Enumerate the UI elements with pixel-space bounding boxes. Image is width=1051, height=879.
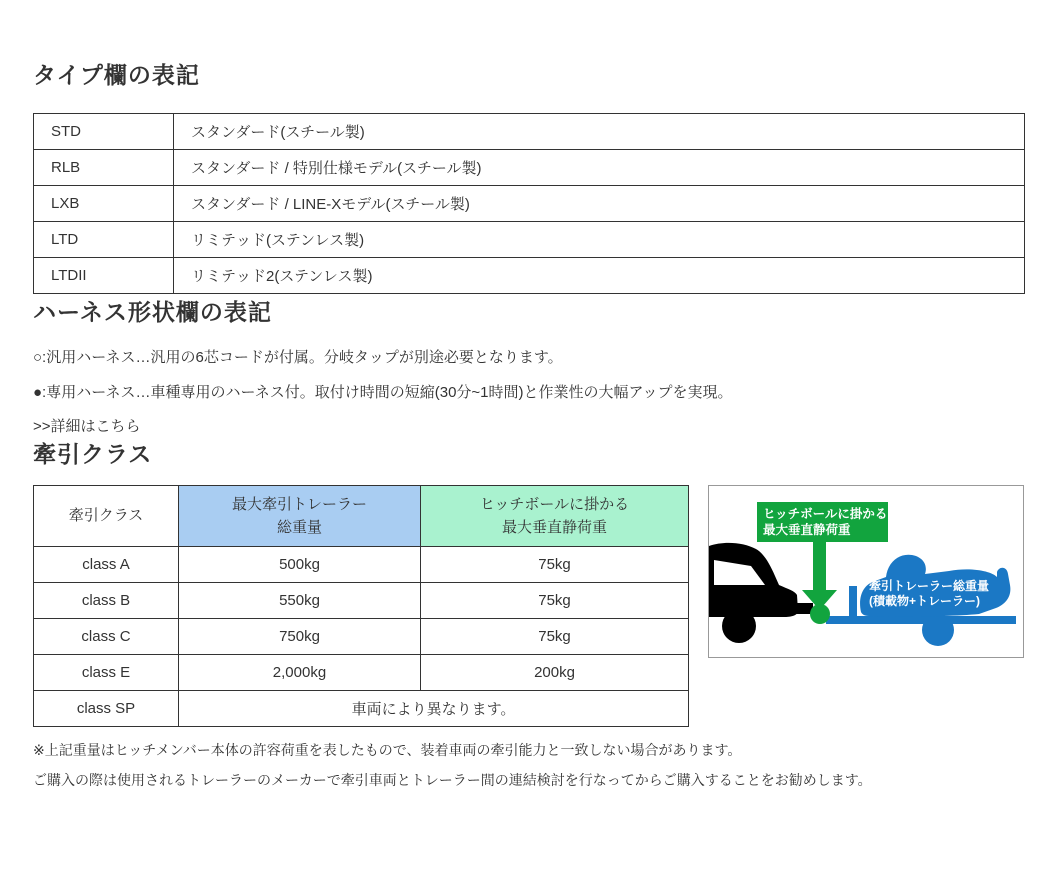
- table-row: [34, 655, 689, 691]
- type-code: LTD: [34, 222, 174, 258]
- class-name: class E: [34, 655, 179, 691]
- table-row: [34, 583, 689, 619]
- max-total-weight: 550kg: [179, 583, 421, 619]
- type-section-heading: タイプ欄の表記: [33, 62, 200, 88]
- table-row: [34, 258, 1025, 294]
- hitch-load-label-line1: ヒッチボールに掛かる: [763, 507, 888, 521]
- hitch-tongue: [785, 603, 813, 614]
- max-total-weight: 500kg: [179, 547, 421, 583]
- class-name: class A: [34, 547, 179, 583]
- table-row: [34, 619, 689, 655]
- header-line: 最大垂直静荷重: [501, 519, 607, 536]
- max-vertical-load: 75kg: [421, 619, 689, 655]
- max-total-weight: 2,000kg: [179, 655, 421, 691]
- class-name: class C: [34, 619, 179, 655]
- max-vertical-load: 75kg: [421, 583, 689, 619]
- col-header-towing-class: 牽引クラス: [34, 486, 179, 547]
- class-name: class B: [34, 583, 179, 619]
- towing-illustration: [708, 485, 1024, 658]
- class-name: class SP: [34, 691, 179, 727]
- type-code: LXB: [34, 186, 174, 222]
- harness-section-heading: ハーネス形状欄の表記: [33, 299, 272, 325]
- type-desc: スタンダード / 特別仕様モデル(スチール製): [174, 150, 1025, 186]
- trailer-post: [849, 586, 857, 618]
- table-row: [34, 150, 1025, 186]
- towing-class-table: [33, 485, 689, 727]
- sp-note: 車両により異なります。: [179, 691, 689, 727]
- col-header-max-trailer-weight: [179, 486, 421, 547]
- table-header-row: [34, 486, 689, 547]
- type-desc: スタンダード / LINE-Xモデル(スチール製): [174, 186, 1025, 222]
- header-line: 総重量: [276, 519, 322, 536]
- down-arrow-stem: [813, 542, 826, 591]
- towing-class-row: [33, 485, 1025, 727]
- table-row-sp: [34, 691, 689, 727]
- type-desc: スタンダード(スチール製): [174, 114, 1025, 150]
- hitch-load-label-line2: 最大垂直静荷重: [763, 523, 851, 537]
- type-code: RLB: [34, 150, 174, 186]
- harness-universal-line: ○:汎用ハーネス…汎用の6芯コードが付属。分岐タップが別途必要となります。: [33, 349, 563, 366]
- hitch-ball-icon: [810, 604, 830, 624]
- max-total-weight: 750kg: [179, 619, 421, 655]
- type-desc: リミテッド2(ステンレス製): [174, 258, 1025, 294]
- type-code: LTDII: [34, 258, 174, 294]
- trailer-weight-label-line2: (積載物+トレーラー): [869, 594, 981, 608]
- towing-section-heading: 牽引クラス: [33, 441, 153, 467]
- header-line: ヒッチボールに掛かる: [479, 495, 630, 513]
- type-desc: リミテッド(ステンレス製): [174, 222, 1025, 258]
- max-vertical-load: 75kg: [421, 547, 689, 583]
- detail-link[interactable]: >>詳細はこちら: [33, 418, 141, 435]
- note-line: ご購入の際は使用されるトレーラーのメーカーで牽引車両とトレーラー間の連結検討を行なってからご購入することをお勧めします。: [33, 772, 872, 788]
- car-wheel-icon: [722, 609, 756, 643]
- trailer-weight-label-line1: 牽引トレーラー総重量: [869, 579, 990, 593]
- harness-dedicated-line: ●:専用ハーネス…車種専用のハーネス付。取付け時間の短縮(30分~1時間)と作業性の大幅アップを実現。: [33, 384, 733, 401]
- table-row: [34, 222, 1025, 258]
- table-row: [34, 186, 1025, 222]
- table-row: [34, 114, 1025, 150]
- note-line: ※上記重量はヒッチメンバー本体の許容荷重を表したもので、装着車両の牽引能力と一致しない場合があります。: [33, 742, 742, 758]
- table-row: [34, 547, 689, 583]
- type-table: [33, 113, 1025, 294]
- type-code: STD: [34, 114, 174, 150]
- header-line: 最大牽引トレーラー: [231, 495, 367, 513]
- max-vertical-load: 200kg: [421, 655, 689, 691]
- towing-illustration-svg: [709, 486, 1023, 657]
- col-header-max-vertical-load: [421, 486, 689, 547]
- trailer-wheel-icon: [922, 614, 954, 646]
